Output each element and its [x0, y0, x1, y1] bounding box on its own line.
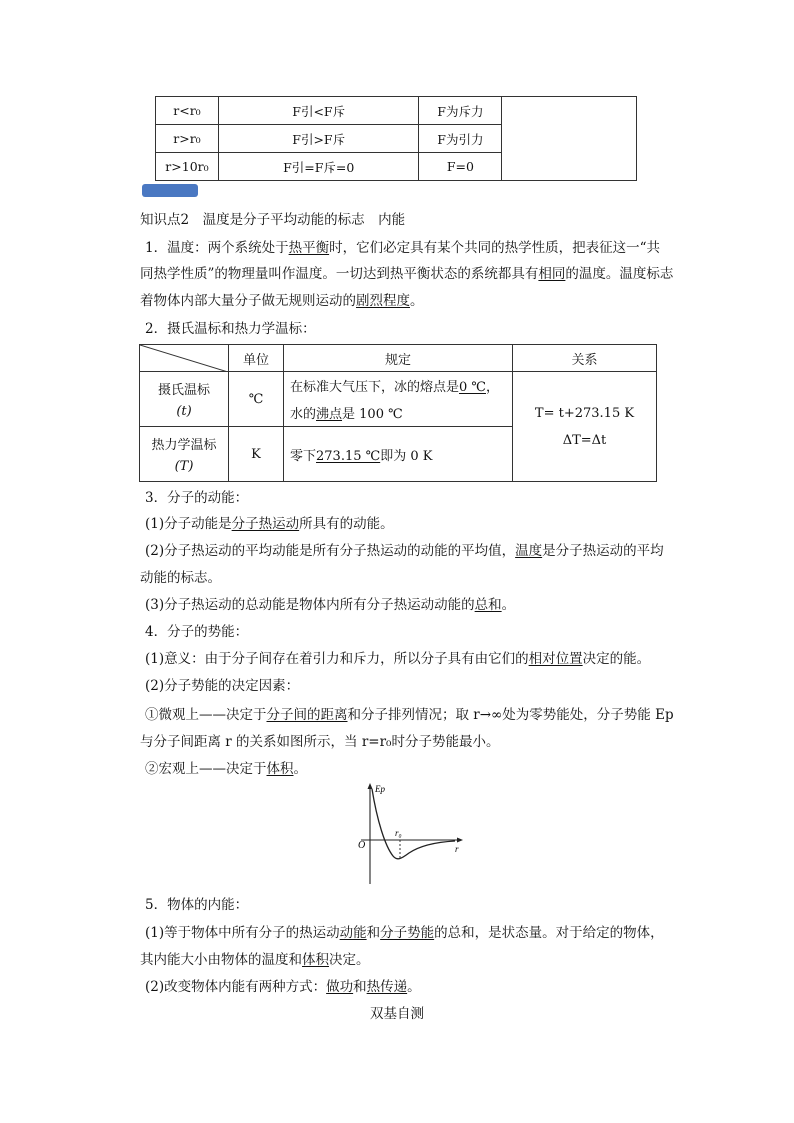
diagonal-header-cell — [140, 345, 229, 372]
text: 水的 — [290, 407, 317, 422]
footer-section-title: 双基自测 — [370, 1006, 424, 1022]
potential-curve — [372, 789, 455, 859]
x-axis-label: r — [455, 844, 459, 854]
r0-label: r₀ — [395, 828, 402, 838]
blank-answer: 温度 — [515, 543, 543, 559]
blank-answer: 分子热运动 — [231, 516, 300, 532]
condition-cell: r>10r₀ — [156, 153, 219, 181]
paragraph-line — [140, 289, 424, 309]
celsius-name: 摄氏温标 — [157, 383, 210, 398]
paragraph-line — [140, 948, 370, 968]
paragraph-line — [145, 647, 650, 667]
text: 决定。 — [329, 952, 370, 968]
compare-cell: F引=F斥=0 — [218, 153, 419, 181]
result-cell: F=0 — [419, 153, 502, 181]
text: 零下 — [290, 448, 317, 464]
condition-cell: r>r₀ — [156, 125, 219, 153]
paragraph-line — [145, 757, 307, 777]
kelvin-name-cell — [140, 427, 229, 482]
force-table — [155, 96, 637, 181]
diagonal-line — [140, 345, 228, 372]
celsius-symbol: (t) — [176, 404, 192, 419]
paragraph-kinetic-title: 3．分子的动能： — [145, 490, 249, 506]
text: 。 — [407, 979, 421, 995]
paragraph-line — [145, 975, 421, 995]
paragraph-line — [145, 512, 394, 532]
blank-answer: 热平衡 — [288, 240, 330, 256]
temperature-scale-table — [139, 344, 657, 482]
paragraph-line — [145, 593, 515, 613]
text: (1)等于物体中所有分子的热运动 — [145, 925, 340, 941]
origin-label: O — [358, 840, 366, 851]
blank-answer: 热传递 — [366, 979, 408, 995]
text: 1．温度：两个系统处于 — [145, 240, 289, 256]
text: (1)分子动能是 — [145, 516, 232, 532]
text: 即为 0 K — [380, 448, 433, 464]
text: ①微观上——决定于 — [145, 707, 267, 723]
compare-cell: F引>F斥 — [218, 125, 419, 153]
kelvin-rule — [284, 427, 513, 482]
text: 和 — [353, 979, 367, 995]
table-row — [156, 97, 637, 125]
text: 的温度。温度标志 — [565, 266, 674, 282]
text: 是 100 ℃ — [342, 407, 403, 422]
text: (1)意义：由于分子间存在着引力和斥力，所以分子具有由它们的 — [145, 651, 529, 667]
kelvin-unit: K — [229, 427, 284, 482]
kelvin-symbol: (T) — [174, 459, 194, 474]
text: 在标准大气压下，冰的熔点是 — [290, 380, 460, 395]
text: 。 — [410, 293, 424, 309]
blank-answer: 动能 — [339, 925, 367, 941]
text: (2)改变物体内能有两种方式： — [145, 979, 327, 995]
text: (2)分子热运动的平均动能是所有分子热运动的动能的平均值， — [145, 543, 516, 559]
blank-answer: 体积 — [266, 761, 294, 777]
text: 。 — [501, 597, 516, 613]
result-cell: F为斥力 — [419, 97, 502, 125]
celsius-unit: ℃ — [229, 372, 284, 427]
relation-formula-2: ΔT=Δt — [562, 432, 607, 448]
paragraph-line: (2)分子势能的决定因素： — [145, 678, 300, 694]
text: 和分子排列情况；取 r→∞处为零势能处，分子势能 Ep — [347, 707, 674, 723]
text: 是分子热运动的平均 — [542, 543, 664, 559]
paragraph-line — [145, 921, 664, 941]
paragraph-line — [140, 262, 673, 282]
result-cell: F为引力 — [419, 125, 502, 153]
paragraph-potential-title: 4．分子的势能： — [145, 624, 249, 640]
relation-cell — [513, 372, 657, 482]
blank-answer: 相对位置 — [528, 651, 583, 667]
text: ， — [485, 380, 499, 395]
y-axis-label: Ep — [375, 784, 385, 794]
text: 所具有的动能。 — [299, 516, 394, 532]
empty-cell — [502, 97, 637, 181]
paragraph-line — [145, 539, 664, 559]
text: 和 — [366, 925, 381, 941]
table-header-row — [140, 345, 657, 372]
blank-answer: 体积 — [302, 952, 329, 968]
text: 决定的能。 — [582, 651, 651, 667]
text: (3)分子热运动的总动能是物体内所有分子热运动动能的 — [145, 597, 475, 613]
paragraph-internal-energy-title: 5．物体的内能： — [145, 897, 249, 913]
section-title: 知识点2 温度是分子平均动能的标志 内能 — [140, 212, 406, 228]
paragraph-line — [145, 703, 674, 723]
blank-answer: 0 ℃ — [459, 380, 486, 395]
kelvin-name: 热力学温标 — [151, 438, 217, 453]
blank-answer: 做功 — [326, 979, 354, 995]
celsius-name-cell — [140, 372, 229, 427]
condition-cell: r<r₀ — [156, 97, 219, 125]
text: 时，它们必定具有某个共同的热学性质，把表征这一“共 — [329, 240, 660, 256]
paragraph-temperature — [145, 236, 660, 256]
text: 着物体内部大量分子做无规则运动的 — [140, 293, 356, 309]
paragraph-line: 动能的标志。 — [140, 570, 221, 586]
paragraph-line: 与分子间距离 r 的关系如图所示，当 r=r₀时分子势能最小。 — [140, 734, 500, 750]
celsius-rule — [284, 372, 513, 427]
blank-answer: 相同 — [538, 266, 566, 282]
text: 的总和，是状态量。对于给定的物体， — [434, 925, 664, 941]
text: ②宏观上——决定于 — [145, 761, 267, 777]
blank-answer: 分子间的距离 — [266, 707, 348, 723]
blank-answer: 沸点 — [316, 407, 343, 422]
text: 其内能大小由物体的温度和 — [140, 952, 302, 968]
section-badge — [142, 184, 198, 197]
blank-answer: 273.15 ℃ — [316, 448, 381, 464]
relation-formula-1: T= t+273.15 K — [534, 405, 635, 421]
potential-energy-graph — [355, 780, 470, 886]
x-axis-arrow — [457, 838, 463, 843]
compare-cell: F引<F斥 — [218, 97, 419, 125]
header-unit: 单位 — [229, 345, 284, 372]
text: 。 — [293, 761, 307, 777]
header-rule: 规定 — [284, 345, 513, 372]
table-row — [140, 372, 657, 427]
paragraph-scales-title: 2．摄氏温标和热力学温标： — [145, 321, 316, 337]
y-axis-arrow — [368, 783, 373, 789]
blank-answer: 分子势能 — [380, 925, 435, 941]
blank-answer: 剧烈程度 — [356, 293, 410, 309]
blank-answer: 总和 — [474, 597, 502, 613]
text: 同热学性质”的物理量叫作温度。一切达到热平衡状态的系统都具有 — [140, 266, 539, 282]
header-relation: 关系 — [513, 345, 657, 372]
